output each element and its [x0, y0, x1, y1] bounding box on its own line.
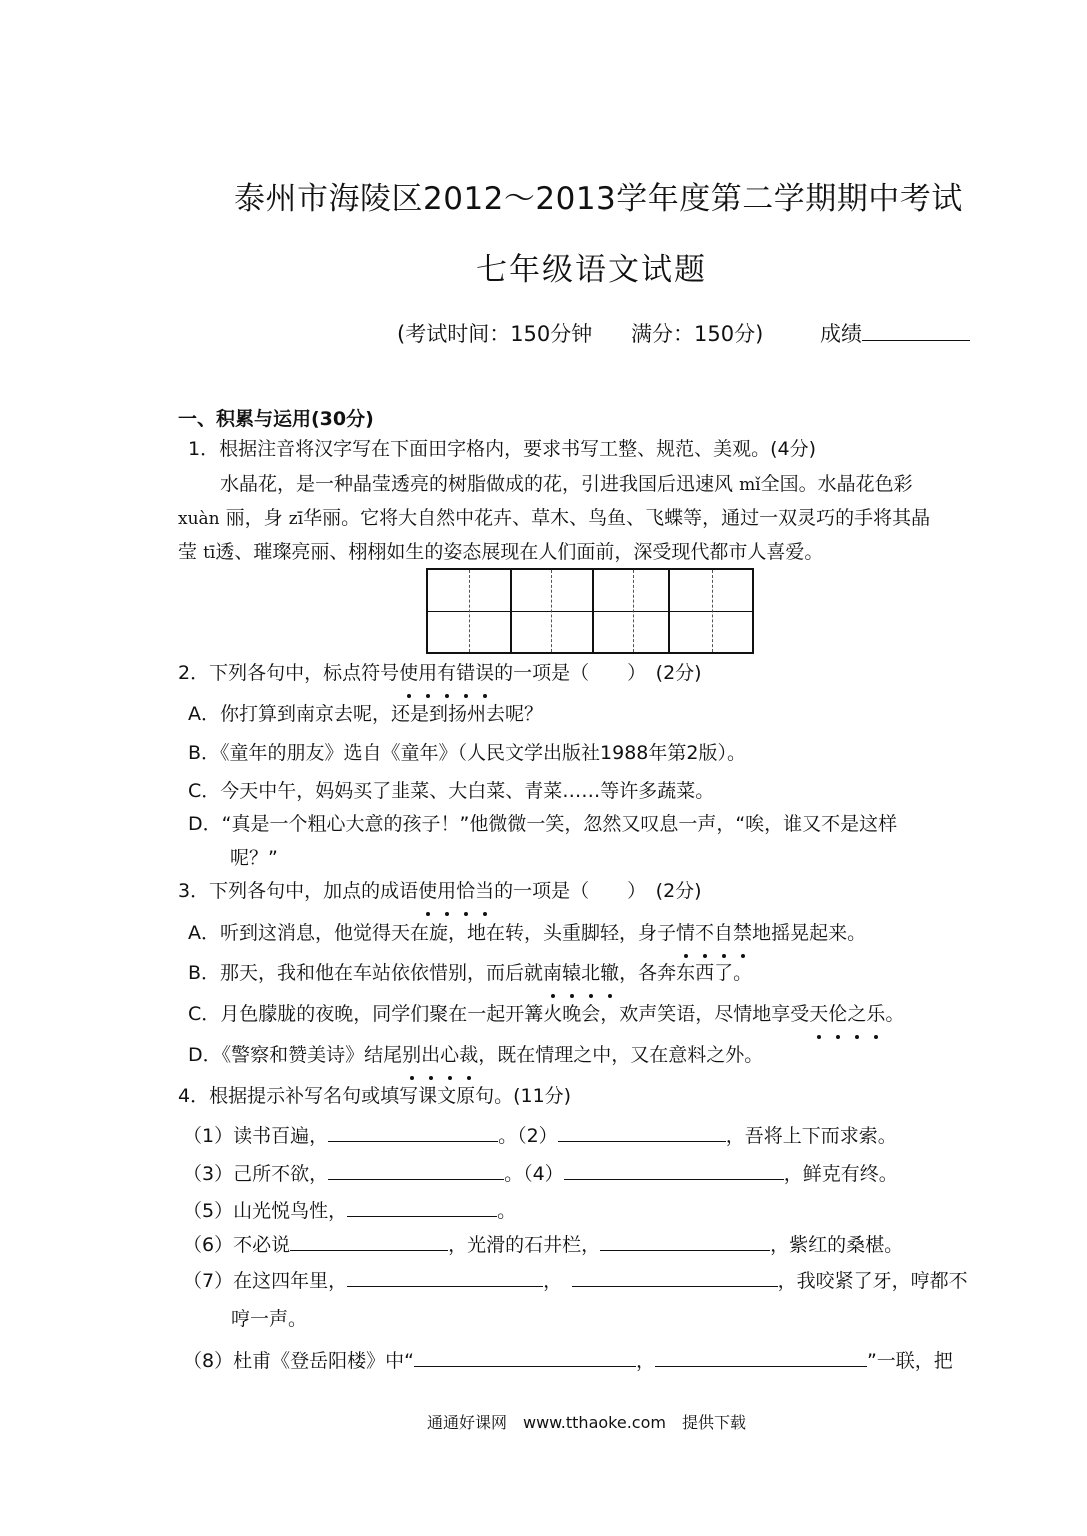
q4-stem: 4．根据提示补写名句或填写课文原句。(11分)	[178, 1085, 572, 1107]
q4-text: 。	[497, 1200, 517, 1222]
q4-line-5	[183, 1264, 968, 1298]
q4-line-4	[183, 1228, 903, 1262]
q1-stem: 1．根据注音将汉字写在下面田字格内，要求书写工整、规范、美观。(4分)	[188, 438, 817, 460]
emphasis-char: 伦	[828, 997, 847, 1031]
score-field	[820, 318, 970, 348]
option-text: ，既在情理之中，又在意料之外。	[478, 1044, 764, 1066]
q3-option-c	[188, 997, 904, 1031]
q4-text: 。（2）	[498, 1125, 558, 1147]
pinyin-zi: zī	[288, 509, 304, 529]
q4-line-2	[183, 1157, 898, 1191]
q2-stem	[178, 656, 702, 690]
q1-text: 全国。水晶花色彩	[760, 473, 913, 495]
emphasis-char: 当	[475, 874, 494, 908]
emphasis-char: 裁	[459, 1038, 478, 1072]
dotted-text	[418, 880, 494, 902]
answer-blank[interactable]	[558, 1121, 726, 1142]
q4-line-6	[183, 1344, 953, 1378]
pinyin-ti: tī	[203, 543, 216, 563]
exam-time: (考试时间：150分钟	[397, 322, 593, 346]
q4-text: （3）己所不欲，	[183, 1163, 329, 1185]
answer-blank[interactable]	[572, 1266, 778, 1287]
q3-option-d	[188, 1038, 763, 1072]
score-blank	[862, 320, 970, 341]
grid-dash	[469, 570, 470, 652]
q4-text: （8）杜甫《登岳阳楼》中“	[183, 1350, 414, 1372]
q4-text: （5）山光悦鸟性，	[183, 1200, 348, 1222]
emphasis-char: 恰	[456, 874, 475, 908]
exam-subtitle: 七年级语文试题	[476, 252, 707, 288]
emphasis-char: 北	[581, 956, 600, 990]
q1-text: 华丽。它将大自然中花卉、草木、鸟鱼、飞蝶等，通过一双灵巧的手将其晶	[303, 507, 931, 529]
grid-cell-divider	[510, 570, 512, 652]
option-text: 地摇晃起来。	[752, 922, 867, 944]
q2-stem-text: 的一项是（ ） (2分)	[494, 662, 702, 684]
q4-text: ，	[635, 1350, 655, 1372]
q3-option-b	[188, 956, 752, 990]
q4-text: ，鲜克有终。	[783, 1163, 898, 1185]
q1-text: 水晶花，是一种晶莹透亮的树脂做成的花，引进我国后迅速风	[220, 473, 734, 495]
q2-option-c: C．今天中午，妈妈买了韭菜、大白菜、青菜……等许多蔬菜。	[188, 780, 715, 802]
footer-source: 通通好课网 www.tthaoke.com 提供下载	[427, 1413, 746, 1432]
emphasis-char: 南	[543, 956, 562, 990]
full-score: 满分：150分)	[631, 322, 764, 346]
emphasis-char: 辙	[600, 956, 619, 990]
option-text: ，各奔东西了。	[619, 962, 753, 984]
pinyin-xuan: xuàn	[178, 509, 220, 529]
answer-blank[interactable]	[347, 1266, 543, 1287]
answer-blank[interactable]	[347, 1196, 497, 1217]
exam-title: 泰州市海陵区2012～2013学年度第二学期期中考试	[234, 181, 963, 217]
option-text: B．那天，我和他在车站依依惜别，而后就	[188, 962, 544, 984]
grid-midline	[428, 611, 752, 612]
emphasis-char: 禁	[733, 916, 752, 950]
grid-dash	[551, 570, 552, 652]
emphasis-char: 之	[847, 997, 866, 1031]
option-text: 。	[885, 1003, 905, 1025]
dotted-idiom	[809, 1003, 885, 1025]
emphasis-char: 天	[809, 997, 828, 1031]
pinyin-mi: mǐ	[739, 475, 761, 495]
emphasis-char: 误	[475, 656, 494, 690]
q1-text: 莹	[178, 541, 198, 563]
emphasis-char: 乐	[866, 997, 885, 1031]
answer-blank[interactable]	[655, 1346, 867, 1367]
score-label: 成绩	[820, 322, 862, 346]
q4-line-3	[183, 1194, 516, 1228]
emphasis-char: 别	[402, 1038, 421, 1072]
tianzige-grid[interactable]	[426, 568, 754, 654]
q2-option-a: A．你打算到南京去呢，还是到扬州去呢？	[188, 703, 543, 725]
emphasis-char: 有	[437, 656, 456, 690]
dotted-idiom	[402, 1044, 478, 1066]
section-heading: 一、积累与运用(30分)	[178, 408, 374, 430]
option-text: A．听到这消息，他觉得天在旋，地在转，头重脚轻，身子	[188, 922, 676, 944]
q2-stem-text: 2．下列各句中，标点符号	[178, 662, 400, 684]
answer-blank[interactable]	[328, 1121, 498, 1142]
q1-para-line-3	[178, 535, 823, 570]
dotted-idiom	[676, 922, 752, 944]
q4-text: ，	[543, 1270, 553, 1292]
q3-stem	[178, 874, 702, 908]
q3-stem-text: 的一项是（ ） (2分)	[494, 880, 702, 902]
q3-option-a	[188, 916, 866, 950]
q1-para-line-2	[178, 501, 930, 536]
q4-text: ，紫红的桑椹。	[770, 1234, 904, 1256]
grid-cell-divider	[668, 570, 670, 652]
q4-line-1	[183, 1119, 897, 1153]
q4-text: （6）不必说	[183, 1234, 291, 1256]
q4-text: ”一联，把	[866, 1350, 953, 1372]
emphasis-char: 不	[695, 916, 714, 950]
grid-cell-divider	[592, 570, 594, 652]
q4-text: ，我咬紧了牙，哼都不	[777, 1270, 968, 1292]
q4-text: 。（4）	[504, 1163, 564, 1185]
emphasis-char: 使	[418, 874, 437, 908]
option-text: C．月色朦胧的夜晚，同学们聚在一起开篝火晚会，欢声笑语，尽情地享受	[188, 1003, 810, 1025]
answer-blank[interactable]	[290, 1230, 448, 1251]
answer-blank[interactable]	[328, 1159, 504, 1180]
emphasis-char: 情	[676, 916, 695, 950]
q1-text: 透、璀璨亮丽、栩栩如生的姿态展现在人们面前，深受现代都市人喜爱。	[215, 541, 824, 563]
emphasis-char: 辕	[562, 956, 581, 990]
q4-text: ，光滑的石井栏，	[448, 1234, 601, 1256]
emphasis-char: 使	[399, 656, 418, 690]
q4-text: （1）读书百遍，	[183, 1125, 329, 1147]
q2-option-d: D．“真是一个粗心大意的孩子！”他微微一笑，忽然又叹息一声，“唉，谁又不是这样	[188, 813, 898, 835]
grid-dash	[712, 570, 713, 652]
q4-line-5-cont: 哼一声。	[231, 1308, 308, 1330]
answer-blank[interactable]	[414, 1346, 636, 1367]
q4-text: （7）在这四年里，	[183, 1270, 348, 1292]
emphasis-char: 用	[418, 656, 437, 690]
q1-text: 丽，身	[225, 507, 283, 529]
option-text: D．《警察和赞美诗》结尾	[188, 1044, 403, 1066]
grid-dash	[633, 570, 634, 652]
q4-text: ，吾将上下而求索。	[725, 1125, 897, 1147]
q2-dotted-words	[399, 662, 494, 684]
q2-option-d-cont: 呢？”	[230, 847, 278, 869]
answer-blank[interactable]	[600, 1230, 770, 1251]
q3-stem-text: 3．下列各句中，加点的成语	[178, 880, 419, 902]
q2-option-b: B．《童年的朋友》选自《童年》（人民文学出版社1988年第2版）。	[188, 742, 746, 764]
emphasis-char: 自	[714, 916, 733, 950]
dotted-text	[399, 662, 494, 684]
answer-blank[interactable]	[564, 1159, 784, 1180]
emphasis-char: 出	[421, 1038, 440, 1072]
dotted-idiom	[543, 962, 619, 984]
q1-para-line-1	[220, 467, 913, 502]
emphasis-char: 用	[437, 874, 456, 908]
emphasis-char: 心	[440, 1038, 459, 1072]
emphasis-char: 错	[456, 656, 475, 690]
